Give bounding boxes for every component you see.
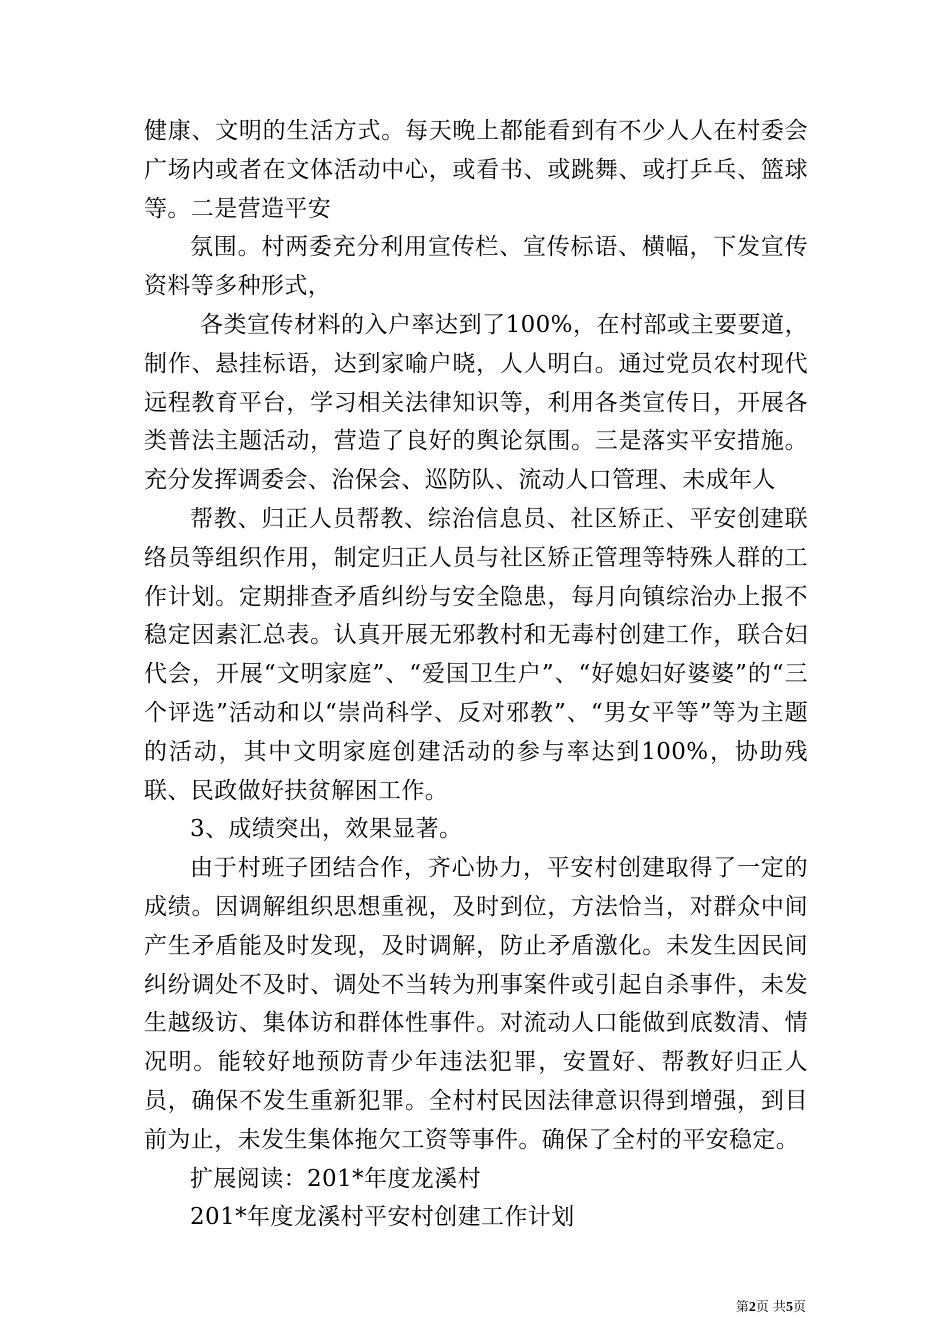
extended-reading-label: 扩展阅读：201*年度龙溪村: [190, 1165, 481, 1192]
paragraph-achievements: 由于村班子团结合作，齐心协力，平安村创建取得了一定的成绩。因调解组织思想重视，及时到位，方法恰当，对群众中间产生矛盾能及时发现，及时调解，防止矛盾激化。未发生因民间纠纷调处不及时、调处不当转为刑事案件或引起自杀事件，未发生越级访、集体访和群体性事件。对流动人口能做到底数清、情况明。能较好地预防青少年违法犯罪，安置好、帮教好归正人员，确保不发生重新犯罪。全村村民因法律意识得到增强，到目前为止，未发生集体拖欠工资等事件。确保了全村的平安稳定。: [144, 855, 808, 1153]
document-body: [144, 112, 808, 1237]
paragraph-lifestyle: 健康、文明的生活方式。每天晚上都能看到有不少人人在村委会广场内或者在文体活动中心，或看书、或跳舞、或打乒乓、篮球等。二是营造平安: [144, 118, 808, 222]
footer-middle: 页 共: [755, 1300, 786, 1315]
plan-title: 201*年度龙溪村平安村创建工作计划: [190, 1204, 575, 1231]
current-page-number: 2: [748, 1300, 756, 1315]
footer-suffix: 页: [792, 1300, 806, 1315]
section-heading-results: 3、成绩突出，效果显著。: [190, 816, 463, 843]
paragraph-publicity: 各类宣传材料的入户率达到了100%，在村部或主要要道，制作、悬挂标语，达到家喻户晓，人人明白。通过党员农村现代远程教育平台，学习相关法律知识等，利用各类宣传日，开展各类普法主题活动，营造了良好的舆论氛围。三是落实平安措施。充分发挥调委会、治保会、巡防队、流动人口管理、未成年人: [144, 311, 808, 494]
paragraph-atmosphere: 氛围。村两委充分利用宣传栏、宣传标语、横幅，下发宣传资料等多种形式，: [144, 234, 808, 300]
page-footer: [736, 1300, 806, 1316]
paragraph-assistance: 帮教、归正人员帮教、综治信息员、社区矫正、平安创建联络员等组织作用，制定归正人员与社区矫正管理等特殊人群的工作计划。定期排查矛盾纠纷与安全隐患，每月向镇综治办上报不稳定因素汇总表。认真开展无邪教村和无毒村创建工作，联合妇代会，开展“文明家庭”、“爱国卫生户”、“好媳妇好婆婆”的“三个评选”活动和以“崇尚科学、反对邪教”、“男女平等”等为主题的活动，其中文明家庭创建活动的参与率达到100%，协助残联、民政做好扶贫解困工作。: [144, 505, 808, 804]
total-pages-number: 5: [785, 1300, 793, 1315]
footer-prefix: 第: [735, 1300, 749, 1315]
